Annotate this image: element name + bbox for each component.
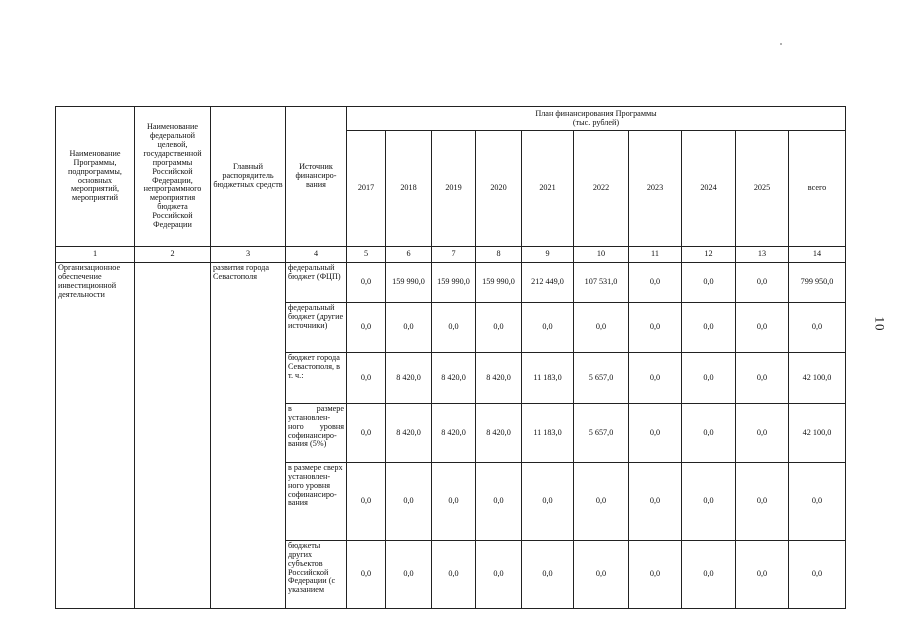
value-cell: 0,0 bbox=[522, 303, 574, 353]
header-row-1 bbox=[56, 107, 846, 131]
value-cell: 0,0 bbox=[736, 463, 789, 541]
column-number: 10 bbox=[574, 247, 629, 263]
value-cell: 0,0 bbox=[736, 303, 789, 353]
header-federal-program: Наименование федеральной целевой, государственной программы Российской Федерации, непрограммного мероприятия бюджета Российской Федерации bbox=[135, 107, 211, 247]
value-cell: 11 183,0 bbox=[522, 353, 574, 404]
column-number: 7 bbox=[432, 247, 476, 263]
value-cell: 0,0 bbox=[682, 463, 736, 541]
value-cell: 5 657,0 bbox=[574, 353, 629, 404]
value-cell: 0,0 bbox=[682, 404, 736, 463]
column-number: 13 bbox=[736, 247, 789, 263]
value-cell: 8 420,0 bbox=[476, 404, 522, 463]
value-cell: 0,0 bbox=[522, 541, 574, 609]
value-cell: 0,0 bbox=[522, 463, 574, 541]
source-cell: бюджет города Севастополя, в т. ч.: bbox=[286, 353, 347, 404]
main-manager-cell: развития города Севастополя bbox=[211, 263, 286, 609]
year-2018: 2018 bbox=[386, 131, 432, 247]
value-cell: 0,0 bbox=[736, 404, 789, 463]
value-cell: 0,0 bbox=[476, 541, 522, 609]
year-2023: 2023 bbox=[629, 131, 682, 247]
source-cell: бюджеты других субъектов Российской Федерации (с указанием bbox=[286, 541, 347, 609]
value-cell: 0,0 bbox=[682, 353, 736, 404]
value-cell: 159 990,0 bbox=[386, 263, 432, 303]
year-total: всего bbox=[789, 131, 846, 247]
header-program-name: Наименование Программы, подпрограммы, основных мероприятий, мероприятий bbox=[56, 107, 135, 247]
financing-table bbox=[55, 106, 846, 609]
value-cell: 42 100,0 bbox=[789, 404, 846, 463]
value-cell: 0,0 bbox=[347, 303, 386, 353]
column-number: 1 bbox=[56, 247, 135, 263]
year-2022: 2022 bbox=[574, 131, 629, 247]
year-2024: 2024 bbox=[682, 131, 736, 247]
value-cell: 0,0 bbox=[629, 353, 682, 404]
value-cell: 159 990,0 bbox=[476, 263, 522, 303]
value-cell: 0,0 bbox=[386, 303, 432, 353]
value-cell: 0,0 bbox=[347, 463, 386, 541]
value-cell: 8 420,0 bbox=[432, 353, 476, 404]
value-cell: 0,0 bbox=[682, 263, 736, 303]
value-cell: 0,0 bbox=[789, 303, 846, 353]
value-cell: 0,0 bbox=[682, 303, 736, 353]
value-cell: 0,0 bbox=[574, 541, 629, 609]
source-cell: федеральный бюджет (ФЦП) bbox=[286, 263, 347, 303]
value-cell: 799 950,0 bbox=[789, 263, 846, 303]
plan-title: План финансирования Программы bbox=[535, 108, 657, 118]
value-cell: 0,0 bbox=[386, 541, 432, 609]
value-cell: 0,0 bbox=[629, 303, 682, 353]
column-number: 12 bbox=[682, 247, 736, 263]
year-2025: 2025 bbox=[736, 131, 789, 247]
value-cell: 42 100,0 bbox=[789, 353, 846, 404]
value-cell: 0,0 bbox=[432, 463, 476, 541]
year-2020: 2020 bbox=[476, 131, 522, 247]
value-cell: 8 420,0 bbox=[476, 353, 522, 404]
value-cell: 8 420,0 bbox=[386, 404, 432, 463]
value-cell: 11 183,0 bbox=[522, 404, 574, 463]
value-cell: 5 657,0 bbox=[574, 404, 629, 463]
source-cell: в размере сверх установлен-ного уровня софинансиро-вания bbox=[286, 463, 347, 541]
column-number: 8 bbox=[476, 247, 522, 263]
column-number-row bbox=[56, 247, 846, 263]
value-cell: 0,0 bbox=[574, 463, 629, 541]
value-cell: 0,0 bbox=[629, 404, 682, 463]
value-cell: 0,0 bbox=[386, 463, 432, 541]
value-cell: 0,0 bbox=[347, 541, 386, 609]
value-cell: 0,0 bbox=[432, 303, 476, 353]
value-cell: 0,0 bbox=[347, 404, 386, 463]
value-cell: 0,0 bbox=[574, 303, 629, 353]
year-2019: 2019 bbox=[432, 131, 476, 247]
header-funding-source: Источник финансиро-вания bbox=[286, 107, 347, 247]
source-cell: в размере установлен-ного уровня софинансиро-вания (5%) bbox=[286, 404, 347, 463]
header-plan bbox=[347, 107, 846, 131]
value-cell: 159 990,0 bbox=[432, 263, 476, 303]
value-cell: 8 420,0 bbox=[432, 404, 476, 463]
value-cell: 0,0 bbox=[789, 541, 846, 609]
column-number: 2 bbox=[135, 247, 211, 263]
value-cell: 212 449,0 bbox=[522, 263, 574, 303]
column-number: 4 bbox=[286, 247, 347, 263]
value-cell: 0,0 bbox=[629, 541, 682, 609]
scan-speck bbox=[780, 43, 782, 45]
value-cell: 0,0 bbox=[347, 353, 386, 404]
value-cell: 0,0 bbox=[789, 463, 846, 541]
value-cell: 0,0 bbox=[736, 263, 789, 303]
column-number: 9 bbox=[522, 247, 574, 263]
year-2017: 2017 bbox=[347, 131, 386, 247]
federal-program-cell bbox=[135, 263, 211, 609]
header-main-manager: Главный распорядитель бюджетных средств bbox=[211, 107, 286, 247]
value-cell: 0,0 bbox=[736, 353, 789, 404]
value-cell: 0,0 bbox=[476, 463, 522, 541]
page-number: 10 bbox=[872, 316, 888, 332]
value-cell: 107 531,0 bbox=[574, 263, 629, 303]
column-number: 11 bbox=[629, 247, 682, 263]
value-cell: 8 420,0 bbox=[386, 353, 432, 404]
value-cell: 0,0 bbox=[682, 541, 736, 609]
source-cell: федеральный бюджет (другие источники) bbox=[286, 303, 347, 353]
plan-unit: (тыс. рублей) bbox=[572, 117, 620, 127]
value-cell: 0,0 bbox=[629, 263, 682, 303]
value-cell: 0,0 bbox=[736, 541, 789, 609]
year-2021: 2021 bbox=[522, 131, 574, 247]
column-number: 5 bbox=[347, 247, 386, 263]
value-cell: 0,0 bbox=[347, 263, 386, 303]
value-cell: 0,0 bbox=[629, 463, 682, 541]
program-name-cell: Организационное обеспечение инвестиционной деятельности bbox=[56, 263, 135, 609]
column-number: 14 bbox=[789, 247, 846, 263]
column-number: 3 bbox=[211, 247, 286, 263]
table-row bbox=[56, 263, 846, 303]
value-cell: 0,0 bbox=[432, 541, 476, 609]
column-number: 6 bbox=[386, 247, 432, 263]
value-cell: 0,0 bbox=[476, 303, 522, 353]
